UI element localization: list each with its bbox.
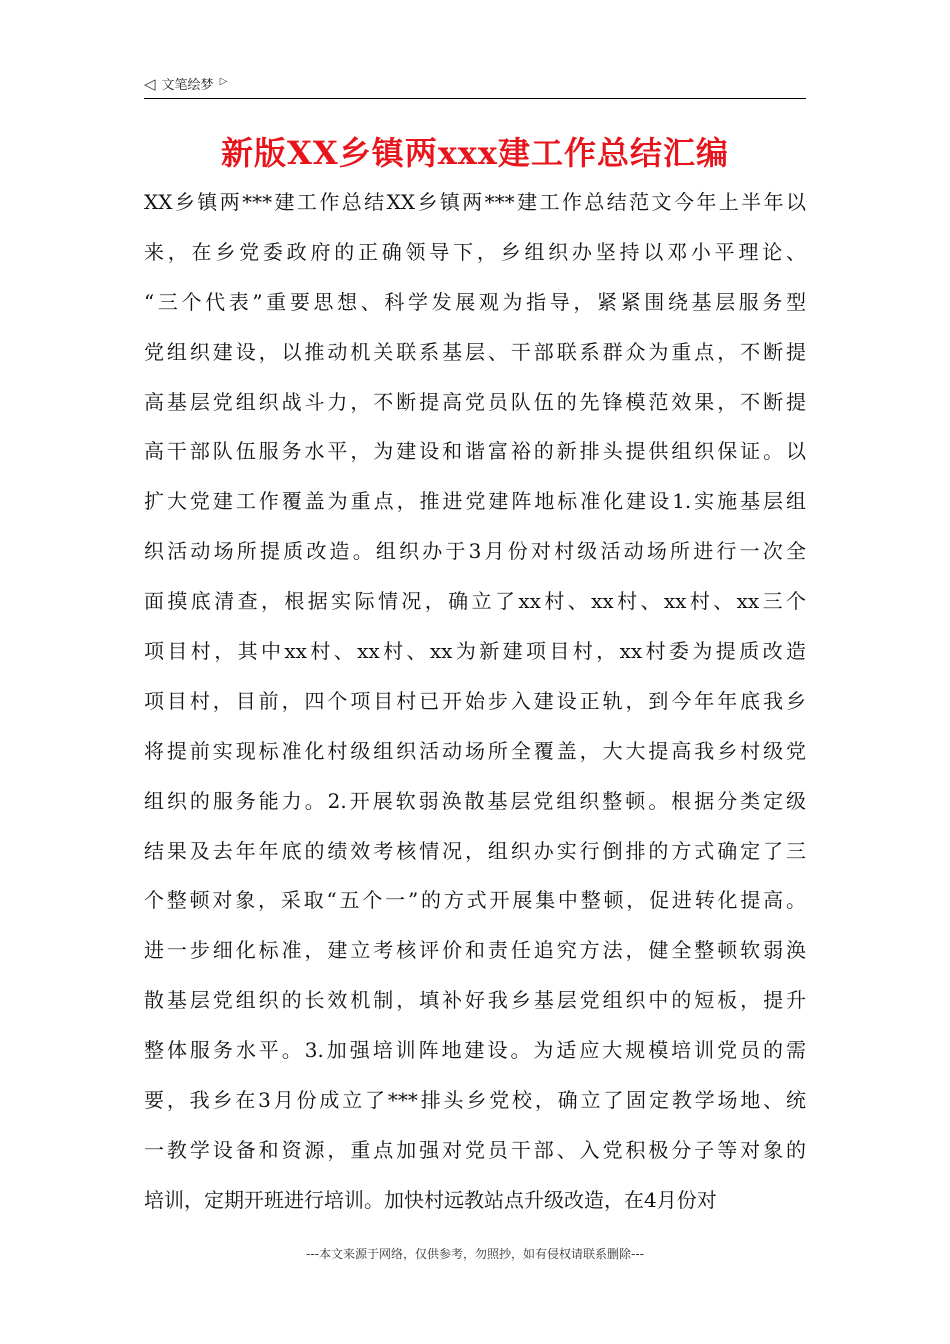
paragraph-line: 结果及去年年底的绩效考核情况，组织办实行倒排的方式确定了三	[144, 838, 806, 863]
paragraph-line: 高干部队伍服务水平，为建设和谐富裕的新排头提供组织保证。以	[144, 439, 806, 464]
paragraph-line: 项目村，其中xx村、xx村、xx为新建项目村，xx村委为提质改造	[144, 639, 806, 664]
paragraph-line: 个整顿对象，采取“五个一”的方式开展集中整顿，促进转化提高。	[144, 888, 806, 913]
paragraph-line: 整体服务水平。3.加强培训阵地建设。为适应大规模培训党员的需	[144, 1038, 806, 1063]
footer-disclaimer: ---本文来源于网络，仅供参考，勿照抄，如有侵权请联系删除---	[306, 1247, 644, 1261]
paragraph-line: 将提前实现标准化村级组织活动场所全覆盖，大大提高我乡村级党	[144, 738, 806, 763]
page-header	[144, 74, 806, 99]
paragraph-line: 高基层党组织战斗力，不断提高党员队伍的先锋模范效果，不断提	[144, 389, 806, 414]
paragraph-line: 来，在乡党委政府的正确领导下，乡组织办坚持以邓小平理论、	[144, 239, 806, 264]
paragraph-line: “三个代表”重要思想、科学发展观为指导，紧紧围绕基层服务型	[144, 289, 806, 314]
paragraph-line: 进一步细化标准，建立考核评价和责任追究方法，健全整顿软弱涣	[144, 938, 806, 963]
document-title: 新版XX乡镇两xxx建工作总结汇编	[221, 134, 729, 172]
triangle-left-icon: ◁	[144, 74, 156, 93]
triangle-right-icon: ▷	[219, 76, 228, 87]
paragraph-line: 组织的服务能力。2.开展软弱涣散基层党组织整顿。根据分类定级	[144, 788, 806, 813]
paragraph-line: 面摸底清查，根据实际情况，确立了xx村、xx村、xx村、xx三个	[144, 589, 806, 614]
paragraph-line: 培训，定期开班进行培训。加快村远教站点升级改造，在4月份对	[144, 1187, 717, 1212]
header-brand	[144, 74, 227, 93]
paragraph-line: 织活动场所提质改造。组织办于3月份对村级活动场所进行一次全	[144, 539, 806, 564]
document-body	[144, 178, 806, 1226]
paragraph-line: 党组织建设，以推动机关联系基层、干部联系群众为重点，不断提	[144, 339, 806, 364]
paragraph-line: 一教学设备和资源，重点加强对党员干部、入党积极分子等对象的	[144, 1137, 806, 1162]
paragraph-line: 散基层党组织的长效机制，填补好我乡基层党组织中的短板，提升	[144, 988, 806, 1013]
paragraph-line: 项目村，目前，四个项目村已开始步入建设正轨，到今年年底我乡	[144, 688, 806, 713]
brand-name: 文笔绘梦	[161, 78, 214, 93]
paragraph-line: 要，我乡在3月份成立了***排头乡党校，确立了固定教学场地、统	[144, 1088, 806, 1113]
paragraph-line: 扩大党建工作覆盖为重点，推进党建阵地标准化建设1.实施基层组	[144, 489, 806, 514]
paragraph-line: XX乡镇两***建工作总结XX乡镇两***建工作总结范文今年上半年以	[144, 190, 806, 214]
